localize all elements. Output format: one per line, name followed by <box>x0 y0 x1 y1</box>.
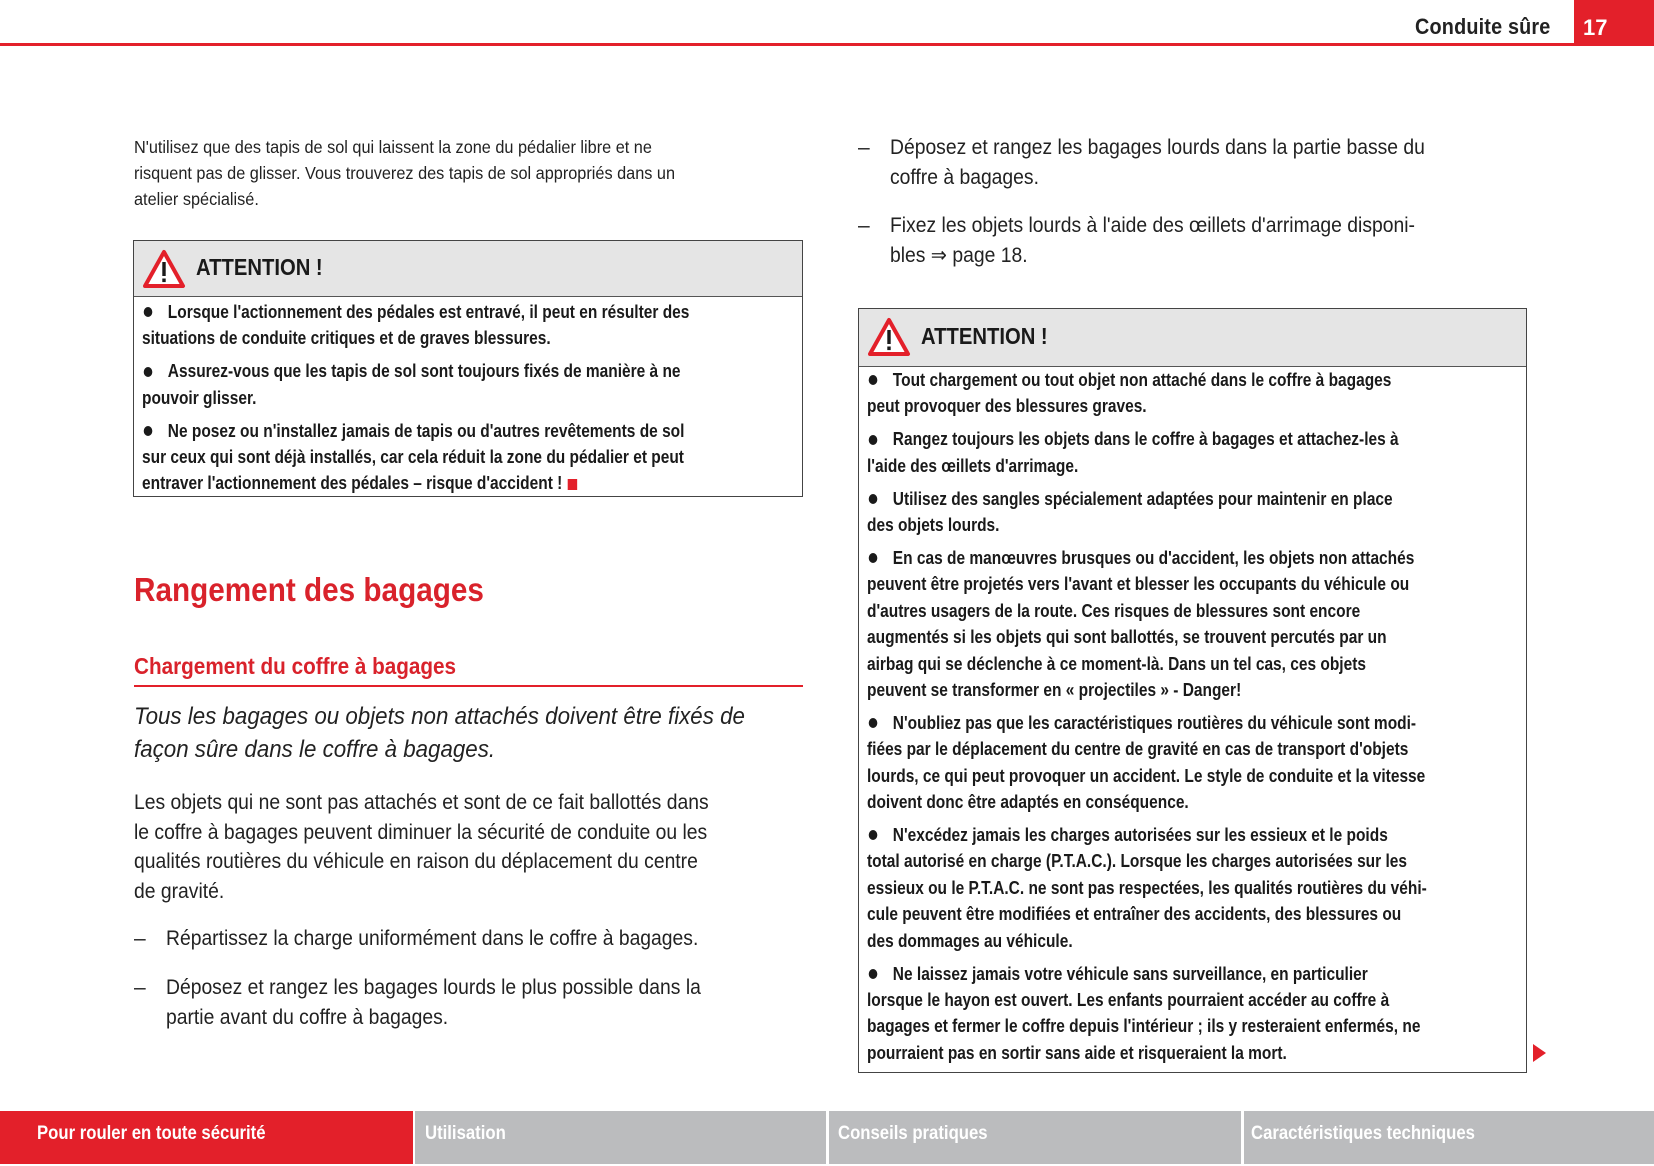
text-line: le coffre à bagages peuvent diminuer la sécurité de conduite ou les <box>134 820 708 844</box>
text-line: des objets lourds. <box>867 515 1000 536</box>
text-line-row <box>867 598 1427 624</box>
text-line-row <box>867 367 1427 393</box>
text-line-row <box>867 987 1427 1013</box>
text-line: airbag qui se déclenche à ce moment-là. Dans un tel cas, ces objets <box>867 653 1366 674</box>
text-line-row <box>867 486 1427 512</box>
warning-item <box>142 299 689 352</box>
text-line: N'excédez jamais les charges autorisées sur les essieux et le poids <box>892 825 1388 845</box>
text-line-row <box>867 677 1427 703</box>
bullet-icon <box>869 969 878 979</box>
text-line: essieux ou le P.T.A.C. ne sont pas respectées, les qualités routières du véhi- <box>867 877 1427 898</box>
text-line: N'utilisez que des tapis de sol qui laissent la zone du pédalier libre et ne <box>134 137 652 157</box>
item-text <box>890 211 1415 270</box>
text-line: Ne posez ou n'installez jamais de tapis ou d'autres revêtements de sol <box>167 420 685 441</box>
text-line: qualités routières du véhicule en raison du déplacement du centre <box>134 850 698 873</box>
text-line: Utilisez des sangles spécialement adaptées pour maintenir en place <box>892 488 1393 509</box>
bullet-icon <box>869 375 878 385</box>
text-line-row <box>867 1013 1427 1039</box>
bullet-icon <box>144 367 153 377</box>
bullet-icon <box>869 718 878 728</box>
text-line: des dommages au véhicule. <box>867 930 1073 951</box>
text-line: bagages et fermer le coffre depuis l'intérieur ; ils y resteraient enfermés, ne <box>867 1016 1421 1037</box>
warning-item <box>867 710 1427 816</box>
text-line-row <box>867 624 1427 650</box>
lead-italic <box>134 700 785 766</box>
text-line: Fixez les objets lourds à l'aide des œillets d'arrimage disponi- <box>890 214 1415 237</box>
page-reference-link: bles ⇒ page 18. <box>890 243 1028 267</box>
text-line: peuvent être projetés vers l'avant et blesser les occupants du véhicule ou <box>867 574 1410 595</box>
warning-items <box>867 367 1518 1073</box>
subsection-heading: Chargement du coffre à bagages <box>134 653 457 679</box>
dash-marker: – <box>134 927 146 950</box>
bullet-icon <box>869 435 878 445</box>
text-line: entraver l'actionnement des pédales – risque d'accident ! <box>142 473 563 494</box>
text-line: peuvent se transformer en « projectiles » - Danger! <box>867 679 1242 700</box>
warning-title: ATTENTION ! <box>196 254 323 280</box>
bullet-icon <box>869 553 878 563</box>
text-line: Assurez-vous que les tapis de sol sont toujours fixés de manière à ne <box>167 361 681 382</box>
warning-box-pedals <box>133 240 803 497</box>
text-line: coffre à bagages. <box>890 165 1039 189</box>
text-line: Les objets qui ne sont pas attachés et sont de ce fait ballottés dans <box>134 791 709 814</box>
text-line-row <box>867 571 1427 597</box>
warning-triangle-icon <box>142 249 186 289</box>
text-line: atelier spécialisé. <box>134 189 259 209</box>
dash-marker: – <box>858 214 870 237</box>
warning-box-luggage <box>858 308 1527 1073</box>
text-line-row <box>867 763 1427 789</box>
item-text <box>166 973 701 1032</box>
text-line-row <box>867 393 1427 419</box>
intro-paragraph <box>134 134 804 212</box>
text-line: augmentés si les objets qui sont ballottés, se trouvent percutés par un <box>867 627 1387 648</box>
text-line-row <box>867 822 1427 848</box>
subsection-rule <box>134 685 803 687</box>
text-line: peut provoquer des blessures graves. <box>867 396 1147 417</box>
bullet-icon <box>144 426 153 436</box>
item-text <box>166 924 698 954</box>
text-line: situations de conduite critiques et de graves blessures. <box>142 328 551 349</box>
text-line-row <box>867 961 1427 987</box>
warning-item <box>867 367 1427 420</box>
dash-marker: – <box>858 136 870 159</box>
text-line-row <box>867 789 1427 815</box>
warning-item <box>867 486 1427 539</box>
continue-arrow-icon <box>1533 1044 1546 1062</box>
bullet-icon <box>869 830 878 840</box>
text-line: N'oubliez pas que les caractéristiques routières du véhicule sont modi- <box>892 712 1417 733</box>
warning-title: ATTENTION ! <box>921 323 1048 349</box>
tab-label: Pour rouler en toute sécurité <box>37 1123 266 1144</box>
text-line: partie avant du coffre à bagages. <box>166 1005 449 1029</box>
tab-label: Utilisation <box>425 1123 506 1144</box>
text-line: total autorisé en charge (P.T.A.C.). Lorsque les charges autorisées sur les <box>867 851 1407 872</box>
warning-header <box>134 241 802 297</box>
warning-item <box>867 961 1427 1067</box>
text-line: doivent donc être adaptés en conséquence. <box>867 792 1189 813</box>
text-line: Lorsque l'actionnement des pédales est entravé, il peut en résulter des <box>167 302 690 322</box>
text-line: Répartissez la charge uniformément dans le coffre à bagages. <box>166 927 699 950</box>
text-line: de gravité. <box>134 879 225 903</box>
text-line-row <box>867 710 1427 736</box>
warning-item <box>142 418 689 497</box>
text-line: Tout chargement ou tout objet non attaché dans le coffre à bagages <box>892 370 1392 390</box>
text-line: Rangez toujours les objets dans le coffre à bagages et attachez-les à <box>892 429 1399 450</box>
text-line: Ne laissez jamais votre véhicule sans surveillance, en particulier <box>892 963 1368 984</box>
warning-item <box>867 426 1427 479</box>
text-line: Tous les bagages ou objets non attachés doivent être fixés de <box>134 703 745 730</box>
text-line: risquent pas de glisser. Vous trouverez des tapis de sol appropriés dans un <box>134 163 676 183</box>
text-line-row <box>867 736 1427 762</box>
dash-marker: – <box>134 976 146 999</box>
section-heading: Rangement des bagages <box>134 571 484 608</box>
text-line-row <box>867 848 1427 874</box>
text-line-row <box>867 875 1427 901</box>
text-line-row <box>867 928 1427 954</box>
text-line: fiées par le déplacement du centre de gravité en cas de transport d'objets <box>867 739 1409 760</box>
footer-tab-operation[interactable] <box>415 1111 826 1164</box>
bullet-icon <box>144 307 153 317</box>
text-line-row <box>867 1040 1427 1066</box>
text-line-row <box>867 512 1427 538</box>
page-number: 17 <box>1583 15 1608 40</box>
bullet-icon <box>869 494 878 504</box>
text-line-row <box>867 453 1427 479</box>
tab-label: Caractéristiques techniques <box>1251 1123 1475 1144</box>
text-line: pourraient pas en sortir sans aide et risqueraient la mort. <box>867 1042 1287 1063</box>
footer-tab-technical-data[interactable] <box>1244 1111 1654 1164</box>
text-line: lorsque le hayon est ouvert. Les enfants pourraient accéder au coffre à <box>867 989 1390 1010</box>
end-of-section-icon <box>567 479 576 490</box>
tab-label: Conseils pratiques <box>838 1123 988 1144</box>
section-title: Conduite sûre <box>1414 14 1550 39</box>
item-text <box>890 133 1425 192</box>
text-line: Déposez et rangez les bagages lourds dans la partie basse du <box>890 136 1425 159</box>
text-line-row <box>867 651 1427 677</box>
text-line: sur ceux qui sont déjà installés, car cela réduit la zone du pédalier et peut <box>142 447 684 468</box>
warning-item <box>867 822 1427 954</box>
footer-tab-safety[interactable] <box>0 1111 413 1164</box>
text-line: pouvoir glisser. <box>142 387 257 408</box>
warning-items <box>142 299 778 503</box>
text-line-row <box>867 426 1427 452</box>
text-line: cule peuvent être modifiées et entraîner des accidents, des blessures ou <box>867 904 1402 925</box>
text-line: façon sûre dans le coffre à bagages. <box>134 736 496 763</box>
warning-header <box>859 309 1526 367</box>
text-line: d'autres usagers de la route. Ces risques de blessures sont encore <box>867 600 1361 621</box>
warning-item <box>867 545 1427 703</box>
text-line: En cas de manœuvres brusques ou d'accident, les objets non attachés <box>892 547 1415 568</box>
warning-triangle-icon <box>867 317 911 357</box>
text-line: l'aide des œillets d'arrimage. <box>867 455 1079 476</box>
header-rule <box>0 43 1574 46</box>
text-line-row <box>867 545 1427 571</box>
warning-item <box>142 358 689 411</box>
footer-tab-practical-tips[interactable] <box>829 1111 1241 1164</box>
text-line-row <box>867 901 1427 927</box>
text-line: Déposez et rangez les bagages lourds le plus possible dans la <box>166 976 701 999</box>
text-line: lourds, ce qui peut provoquer un accident. Le style de conduite et la vitesse <box>867 765 1426 786</box>
body-paragraph <box>134 788 806 906</box>
